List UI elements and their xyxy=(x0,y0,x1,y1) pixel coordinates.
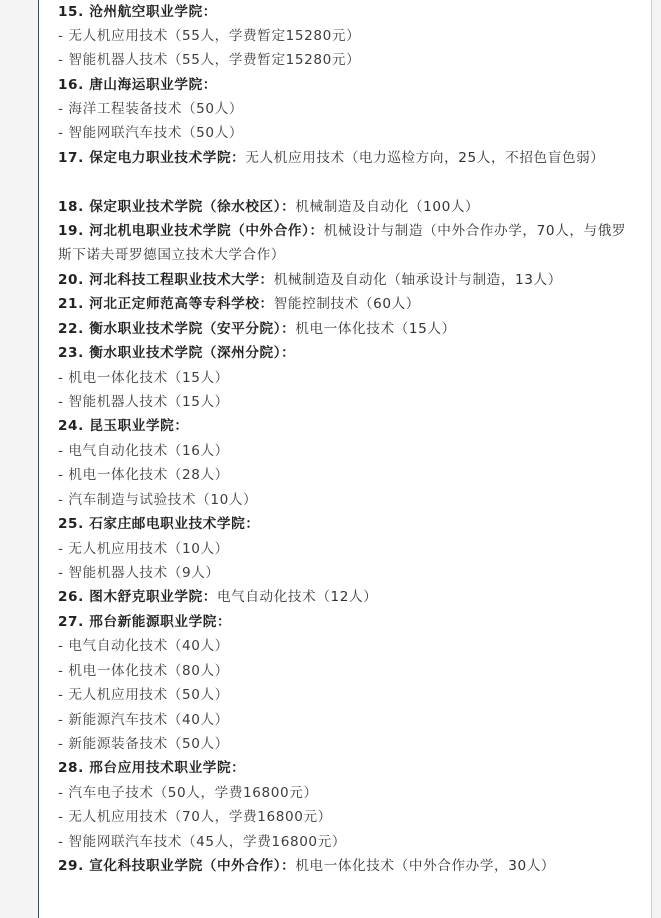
school-name: 21. 河北正定师范高等专科学校： xyxy=(58,296,274,312)
school-name: 26. 图木舒克职业学院： xyxy=(58,589,217,605)
program-item: - 无人机应用技术（50人） xyxy=(58,687,229,703)
program-text: 机电一体化技术（15人） xyxy=(295,321,456,337)
program-item: - 无人机应用技术（10人） xyxy=(58,541,229,557)
school-name: 29. 宣化科技职业学院（中外合作）： xyxy=(58,858,296,874)
school-name: 17. 保定电力职业技术学院： xyxy=(58,150,246,166)
school-name: 22. 衡水职业技术学院（安平分院）： xyxy=(58,321,296,337)
school-line xyxy=(58,854,555,878)
program-item: - 新能源装备技术（50人） xyxy=(58,736,229,752)
program-item: - 电气自动化技术（40人） xyxy=(58,638,229,654)
school-line xyxy=(58,585,377,609)
school-name: 23. 衡水职业技术学院（深州分院）： xyxy=(58,345,296,361)
school-line xyxy=(58,219,636,267)
program-item: - 机电一体化技术（15人） xyxy=(58,370,229,386)
school-line xyxy=(58,268,562,292)
program-item: - 智能机器人技术（15人） xyxy=(58,394,229,410)
program-text: 机械设计与制造（中外合作办学，70人，与俄罗斯下诺夫哥罗德国立技术大学合作） xyxy=(58,223,627,263)
school-line xyxy=(58,195,479,219)
school-line xyxy=(58,610,231,634)
program-item: - 智能机器人技术（9人） xyxy=(58,565,220,581)
school-name: 16. 唐山海运职业学院： xyxy=(58,77,217,93)
program-text: 电气自动化技术（12人） xyxy=(216,589,378,605)
school-name: 25. 石家庄邮电职业技术学院： xyxy=(58,516,260,532)
program-text: 机械制造及自动化（100人） xyxy=(295,199,480,215)
program-text: 无人机应用技术（电力巡检方向，25人，不招色盲色弱） xyxy=(245,150,605,166)
program-text: 机械制造及自动化（轴承设计与制造，13人） xyxy=(273,272,562,288)
program-item: - 智能网联汽车技术（50人） xyxy=(58,125,244,141)
program-item: - 新能源汽车技术（40人） xyxy=(58,712,229,728)
school-name: 28. 邢台应用技术职业学院： xyxy=(58,760,246,776)
school-name: 18. 保定职业技术学院（徐水校区）： xyxy=(58,199,296,215)
school-line xyxy=(58,756,245,780)
school-line xyxy=(58,341,295,365)
program-text: 机电一体化技术（中外合作办学，30人） xyxy=(295,858,556,874)
school-line xyxy=(58,292,420,316)
program-item: - 汽车制造与试验技术（10人） xyxy=(58,492,258,508)
program-item: - 无人机应用技术（70人，学费16800元） xyxy=(58,809,332,825)
school-name: 19. 河北机电职业技术学院（中外合作）： xyxy=(58,223,324,239)
program-item: - 电气自动化技术（16人） xyxy=(58,443,229,459)
school-line xyxy=(58,146,636,170)
program-item: - 智能机器人技术（55人，学费暂定15280元） xyxy=(58,52,361,68)
program-item: - 机电一体化技术（80人） xyxy=(58,663,229,679)
school-name: 15. 沧州航空职业学院： xyxy=(58,4,217,20)
school-line xyxy=(58,0,217,24)
program-text: 智能控制技术（60人） xyxy=(273,296,420,312)
program-item: - 机电一体化技术（28人） xyxy=(58,467,229,483)
school-name: 20. 河北科技工程职业技术大学： xyxy=(58,272,274,288)
school-name: 24. 昆玉职业学院： xyxy=(58,418,189,434)
school-line xyxy=(58,512,260,536)
program-item: - 智能网联汽车技术（45人，学费16800元） xyxy=(58,834,347,850)
school-name: 27. 邢台新能源职业学院： xyxy=(58,614,232,630)
school-line xyxy=(58,73,217,97)
school-line xyxy=(58,317,456,341)
program-item: - 汽车电子技术（50人，学费16800元） xyxy=(58,785,318,801)
school-line xyxy=(58,414,189,438)
program-item: - 海洋工程装备技术（50人） xyxy=(58,101,244,117)
program-item: - 无人机应用技术（55人，学费暂定15280元） xyxy=(58,28,361,44)
